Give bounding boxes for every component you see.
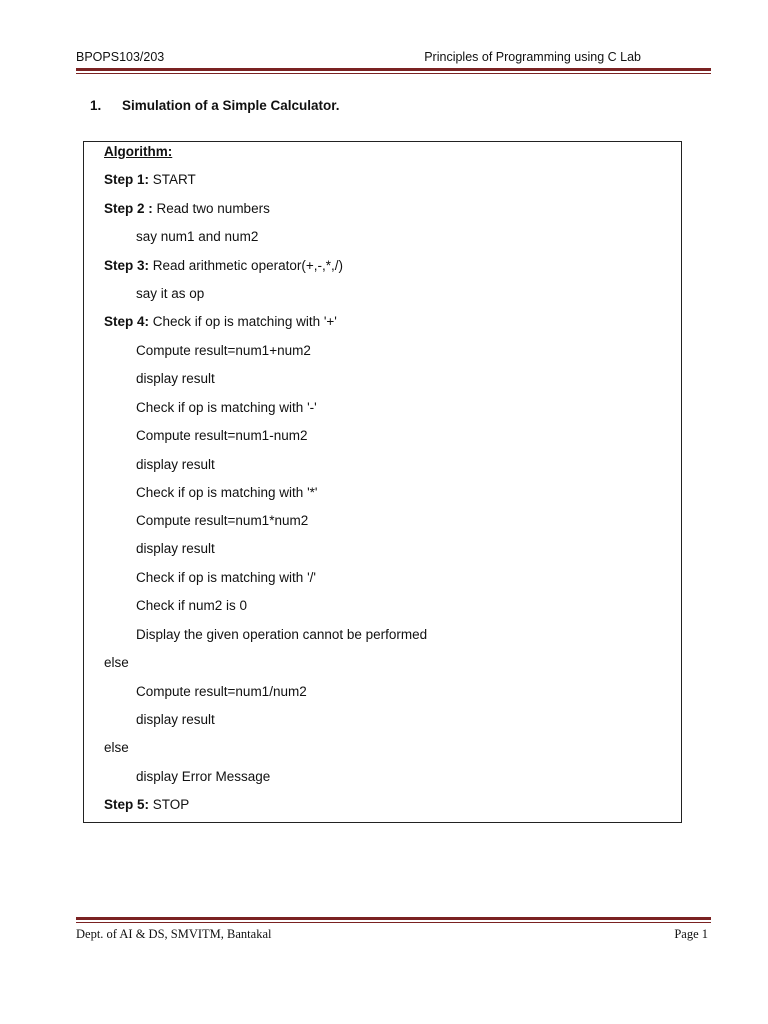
- page-footer: [76, 927, 710, 945]
- algorithm-line: [136, 286, 204, 301]
- algorithm-line: [136, 684, 307, 699]
- step-text: else: [104, 655, 129, 670]
- algorithm-line: [136, 570, 316, 585]
- step-text: else: [104, 740, 129, 755]
- step-text: display result: [136, 541, 215, 556]
- algorithm-line: [136, 541, 215, 556]
- algorithm-line: [136, 627, 427, 642]
- step-text: Check if op is matching with '+': [149, 314, 337, 329]
- step-text: START: [149, 172, 196, 187]
- footer-divider: [76, 917, 711, 920]
- step-text: Read arithmetic operator(+,-,*,/): [149, 258, 343, 273]
- footer-divider-thin: [76, 922, 711, 923]
- department-name: Dept. of AI & DS, SMVITM, Bantakal: [76, 927, 272, 941]
- algorithm-line: [104, 314, 337, 329]
- step-text: say it as op: [136, 286, 205, 301]
- step-text: Compute result=num1-num2: [136, 428, 308, 443]
- algorithm-line: [104, 258, 343, 273]
- step-text: Compute result=num1/num2: [136, 684, 307, 699]
- section-title-text: Simulation of a Simple Calculator.: [122, 98, 340, 113]
- step-text: STOP: [149, 797, 190, 812]
- step-text: Compute result=num1*num2: [136, 513, 309, 528]
- step-text: Compute result=num1+num2: [136, 343, 311, 358]
- algorithm-line: [104, 655, 129, 670]
- course-code: BPOPS103/203: [76, 50, 165, 64]
- step-text: display Error Message: [136, 769, 271, 784]
- header-divider: [76, 68, 711, 71]
- algorithm-line: [104, 797, 189, 812]
- step-text: display result: [136, 371, 215, 386]
- step-text: say num1 and num2: [136, 229, 259, 244]
- section-title: [90, 98, 340, 113]
- page-number: Page 1: [674, 927, 708, 941]
- algorithm-line: [136, 428, 307, 443]
- algorithm-line: [136, 598, 247, 613]
- course-title: Principles of Programming using C Lab: [424, 50, 641, 64]
- algorithm-line: [136, 712, 215, 727]
- step-label: Step 5:: [104, 797, 150, 812]
- step-text: Check if num2 is 0: [136, 598, 248, 613]
- algorithm-line: [136, 371, 215, 386]
- step-label: Step 2 :: [104, 201, 153, 216]
- step-label: Step 1:: [104, 172, 150, 187]
- algorithm-line: [136, 400, 317, 415]
- step-text: Check if op is matching with '-': [136, 400, 317, 415]
- step-label: Step 4:: [104, 314, 150, 329]
- section-number: 1.: [90, 98, 102, 113]
- algorithm-line: [104, 201, 270, 216]
- algorithm-line: [104, 740, 129, 755]
- step-text: Check if op is matching with '/': [136, 570, 316, 585]
- algorithm-line: [136, 343, 311, 358]
- step-text: Check if op is matching with '*': [136, 485, 318, 500]
- page-header: [76, 50, 710, 68]
- algorithm-line: [136, 769, 270, 784]
- algorithm-line: [136, 229, 258, 244]
- algorithm-line: [136, 457, 215, 472]
- algorithm-heading: Algorithm:: [104, 144, 173, 159]
- step-label: Step 3:: [104, 258, 150, 273]
- header-divider-thin: [76, 73, 711, 74]
- step-text: display result: [136, 457, 215, 472]
- step-text: Display the given operation cannot be performed: [136, 627, 428, 642]
- algorithm-line: [136, 485, 317, 500]
- step-text: display result: [136, 712, 215, 727]
- step-text: Read two numbers: [152, 201, 270, 216]
- algorithm-line: [136, 513, 308, 528]
- algorithm-line: [104, 172, 196, 187]
